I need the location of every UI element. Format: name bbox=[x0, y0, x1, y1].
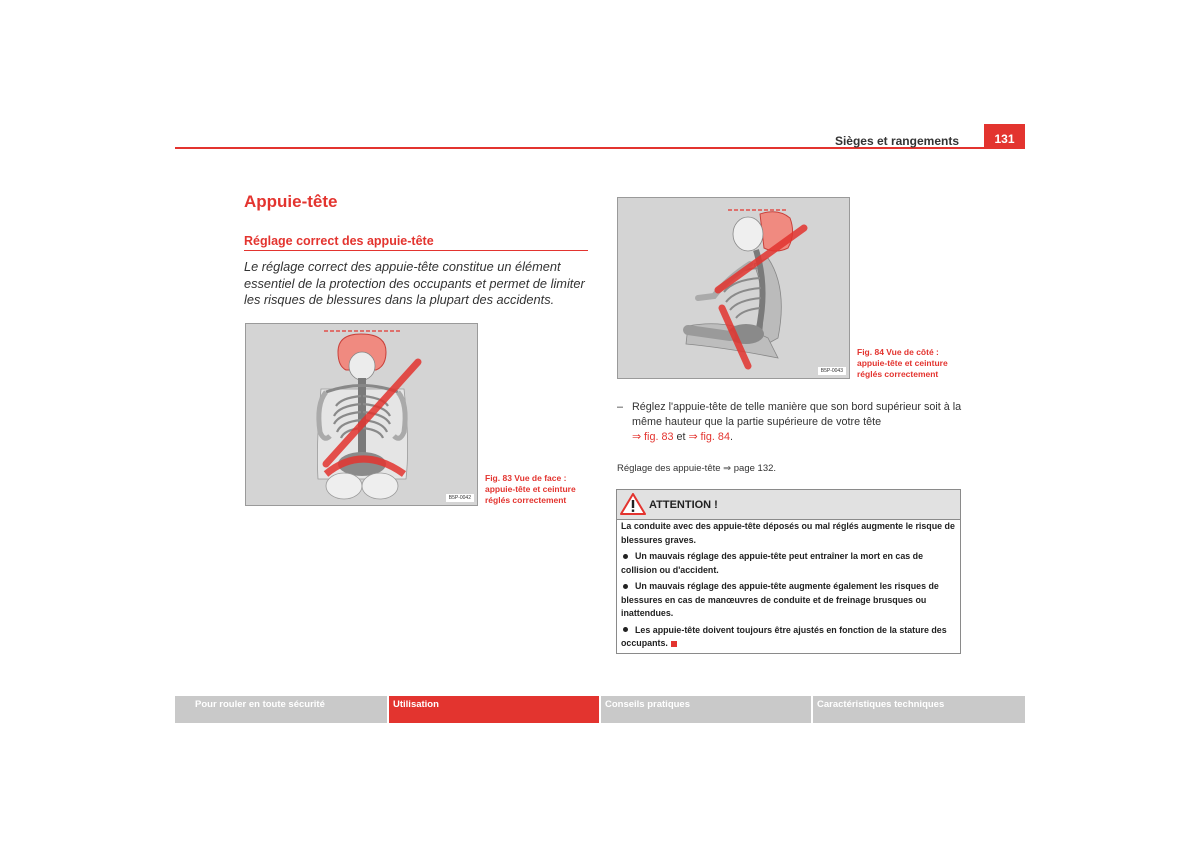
figure-83-front-view bbox=[245, 323, 478, 506]
warning-header bbox=[617, 490, 960, 520]
fig-83-link[interactable]: ⇒ fig. 83 bbox=[632, 431, 674, 443]
bullet-icon bbox=[623, 584, 628, 589]
warning-bullet bbox=[621, 624, 958, 651]
dash-marker: – bbox=[617, 401, 624, 413]
figure-83-caption bbox=[485, 473, 595, 506]
warning-bullet-text: Les appuie-tête doivent toujours être ajustés en fonction de la stature des occupants. bbox=[621, 624, 947, 648]
caption-line: appuie-tête et ceinture bbox=[857, 358, 948, 368]
instruction-body: Réglez l'appuie-tête de telle manière que son bord supérieur soit à la même hauteur que la partie supérieure de votre tête bbox=[632, 401, 962, 428]
warning-box bbox=[616, 489, 961, 654]
warning-bullet bbox=[621, 550, 958, 577]
figure-code: B5P-0043 bbox=[818, 367, 846, 375]
subtitle-rule bbox=[244, 250, 588, 251]
skeleton-side-illustration bbox=[618, 198, 849, 378]
caption-line: Fig. 84 Vue de côté : bbox=[857, 347, 939, 357]
warning-bullet bbox=[621, 580, 958, 621]
skeleton-front-illustration bbox=[246, 324, 477, 505]
warning-title: ATTENTION ! bbox=[649, 499, 718, 511]
bullet-icon bbox=[623, 554, 628, 559]
caption-line: Fig. 83 Vue de face : bbox=[485, 473, 567, 483]
nav-tab-securite[interactable]: Pour rouler en toute sécurité bbox=[175, 696, 387, 723]
nav-tab-caracteristiques[interactable]: Caractéristiques techniques bbox=[813, 696, 1025, 723]
warning-body bbox=[621, 520, 958, 654]
page-reference: Réglage des appuie-tête ⇒ page 132. bbox=[617, 463, 777, 474]
instruction-end: . bbox=[729, 431, 733, 443]
end-marker-icon bbox=[671, 641, 677, 647]
warning-triangle-icon bbox=[620, 493, 646, 515]
caption-line: réglés correctement bbox=[485, 495, 567, 505]
caption-line: appuie-tête et ceinture bbox=[485, 484, 576, 494]
fig-84-link[interactable]: ⇒ fig. 84 bbox=[688, 431, 730, 443]
page-title: Appuie-tête bbox=[244, 192, 338, 211]
nav-tab-conseils[interactable]: Conseils pratiques bbox=[601, 696, 811, 723]
section-title: Sièges et rangements bbox=[834, 134, 959, 148]
caption-line: réglés correctement bbox=[857, 369, 939, 379]
figure-84-caption bbox=[857, 347, 967, 380]
instruction-item bbox=[617, 400, 967, 445]
warning-bullet-text: Un mauvais réglage des appuie-tête augmente également les risques de blessures en cas de manœuvres de conduite et de freinage brusques ou inattendues. bbox=[621, 581, 939, 618]
page-number: 131 bbox=[984, 124, 1025, 148]
warning-intro: La conduite avec des appuie-tête déposés ou mal réglés augmente le risque de blessures graves. bbox=[621, 521, 955, 545]
section-subtitle: Réglage correct des appuie-tête bbox=[244, 234, 434, 248]
intro-paragraph: Le réglage correct des appuie-tête constitue un élément essentiel de la protection des occupants et permet de limiter les risques de blessures dans la plupart des accidents. bbox=[244, 259, 585, 307]
warning-bullet-text: Un mauvais réglage des appuie-tête peut entraîner la mort en cas de collision ou d'accident. bbox=[621, 551, 924, 575]
figure-code: B5P-0042 bbox=[446, 494, 474, 502]
nav-tab-utilisation[interactable]: Utilisation bbox=[389, 696, 599, 723]
figure-84-side-view bbox=[617, 197, 850, 379]
bullet-icon bbox=[623, 627, 628, 632]
instruction-text bbox=[632, 400, 967, 445]
instruction-and: et bbox=[676, 431, 686, 443]
